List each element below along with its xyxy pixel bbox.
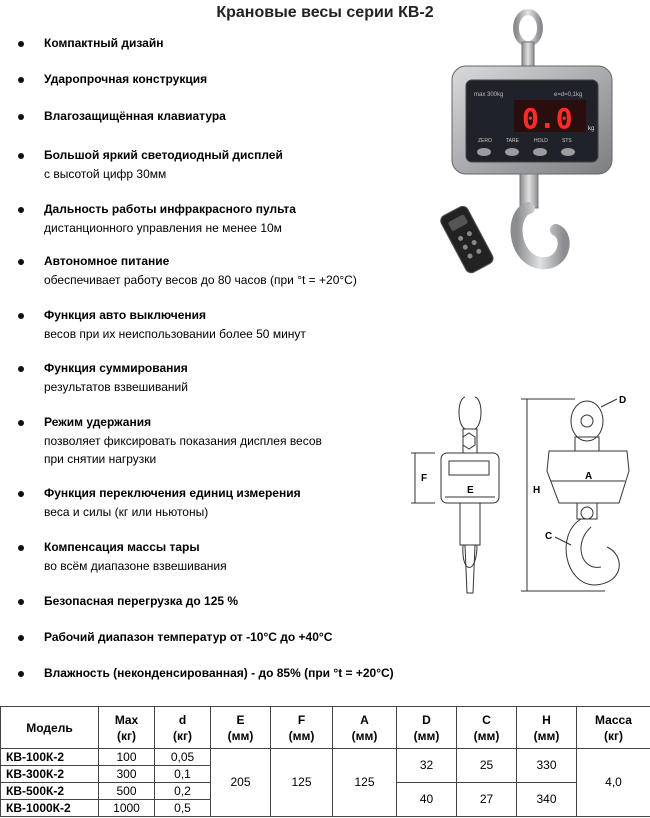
cell-max: 1000 [99,800,155,817]
header-e: E (мм) [211,707,271,749]
bullet-icon [18,207,24,213]
cell-d: 0,1 [155,766,211,783]
header-mass: Масса (кг) [577,707,650,749]
cell-f: 125 [271,749,333,817]
feature-title: Дальность работы инфракрасного пульта [44,202,296,216]
scale-division-label: e=d=0,1kg [554,92,583,98]
feature-title: Функция суммирования [44,361,188,375]
bullet-icon [18,153,24,159]
header-d: d (кг) [155,707,211,749]
header-f: F (мм) [271,707,333,749]
bullet-icon [18,259,24,265]
dim-label-h: H [533,485,541,496]
feature-desc: веса и силы (кг или ньютоны) [44,505,209,519]
feature-desc: дистанционного управления не менее 10м [44,221,282,235]
feature-title: Влагозащищённая клавиатура [44,109,226,123]
cell-max: 300 [99,766,155,783]
display-unit: kg [588,126,595,132]
key-label: STS [562,138,572,144]
cell-model: КВ-300К-2 [1,766,99,783]
feature-desc: во всём диапазоне взвешивания [44,559,227,573]
cell-max: 500 [99,783,155,800]
dim-label-a: A [585,471,593,482]
cell-dd: 32 [397,749,457,783]
header-max: Max (кг) [99,707,155,749]
cell-max: 100 [99,749,155,766]
bullet-icon [18,545,24,551]
header-model: Модель [1,707,99,749]
cell-d: 0,2 [155,783,211,800]
feature-title: Функция авто выключения [44,308,206,322]
cell-d: 0,5 [155,800,211,817]
page-title: Крановые весы серии КВ-2 [216,4,434,21]
cell-model: КВ-500К-2 [1,783,99,800]
bullet-icon [18,599,24,605]
cell-mass: 4,0 [577,749,650,817]
bullet-icon [18,366,24,372]
feature-title: Режим удержания [44,415,152,429]
key-label: TARE [506,138,519,144]
feature-desc: с высотой цифр 30мм [44,167,167,181]
bullet-icon [18,671,24,677]
feature-desc: обеспечивает работу весов до 80 часов (при °t = +20°C) [44,273,357,287]
key-label: HOLD [534,138,548,144]
feature-title: Рабочий диапазон температур от -10°C до +40°C [44,630,333,644]
dim-label-c: C [545,531,553,542]
cell-model: КВ-1000К-2 [1,800,99,817]
dim-label-d: D [619,395,627,406]
cell-dd: 40 [397,783,457,817]
feature-title: Автономное питание [44,254,170,268]
crane-scale-photo [430,8,650,280]
bullet-icon [18,420,24,426]
feature-title: Компактный дизайн [44,36,164,50]
cell-a: 125 [333,749,397,817]
bullet-icon [18,41,24,47]
feature-title: Влажность (неконденсированная) - до 85% (при °t = +20°C) [44,666,394,680]
dimension-drawing [405,385,645,605]
feature-title: Компенсация массы тары [44,540,200,554]
dim-label-f: F [421,473,428,484]
feature-title: Функция переключения единиц измерения [44,486,301,500]
feature-desc: весов при их неиспользовании более 50 минут [44,327,306,341]
header-a: A (мм) [333,707,397,749]
table-row [1,749,650,766]
key-label: ZERO [478,138,492,144]
bullet-icon [18,114,24,120]
cell-c: 25 [457,749,517,783]
scale-max-label: max 300kg [474,92,504,98]
bullet-icon [18,313,24,319]
shackle-icon [516,12,540,44]
cell-h: 330 [517,749,577,783]
feature-title: Большой яркий светодиодный дисплей [44,148,283,162]
remote-control-icon [439,204,496,275]
bullet-icon [18,491,24,497]
cell-h: 340 [517,783,577,817]
feature-desc: позволяет фиксировать показания дисплея весов [44,434,322,448]
cell-c: 27 [457,783,517,817]
header-c: C (мм) [457,707,517,749]
cell-e: 205 [211,749,271,817]
table-header-row [1,707,650,749]
dim-label-e: E [467,485,474,496]
header-dd: D (мм) [397,707,457,749]
specs-table [0,706,650,817]
hook-icon [517,208,564,263]
display-value: 0.0 [522,102,573,135]
feature-desc: результатов взвешиваний [44,380,188,394]
cell-d: 0,05 [155,749,211,766]
header-h: H (мм) [517,707,577,749]
feature-desc: при снятии нагрузки [44,452,157,466]
cell-model: КВ-100К-2 [1,749,99,766]
feature-title: Безопасная перегрузка до 125 % [44,594,239,608]
feature-title: Ударопрочная конструкция [44,72,208,86]
bullet-icon [18,635,24,641]
bullet-icon [18,77,24,83]
